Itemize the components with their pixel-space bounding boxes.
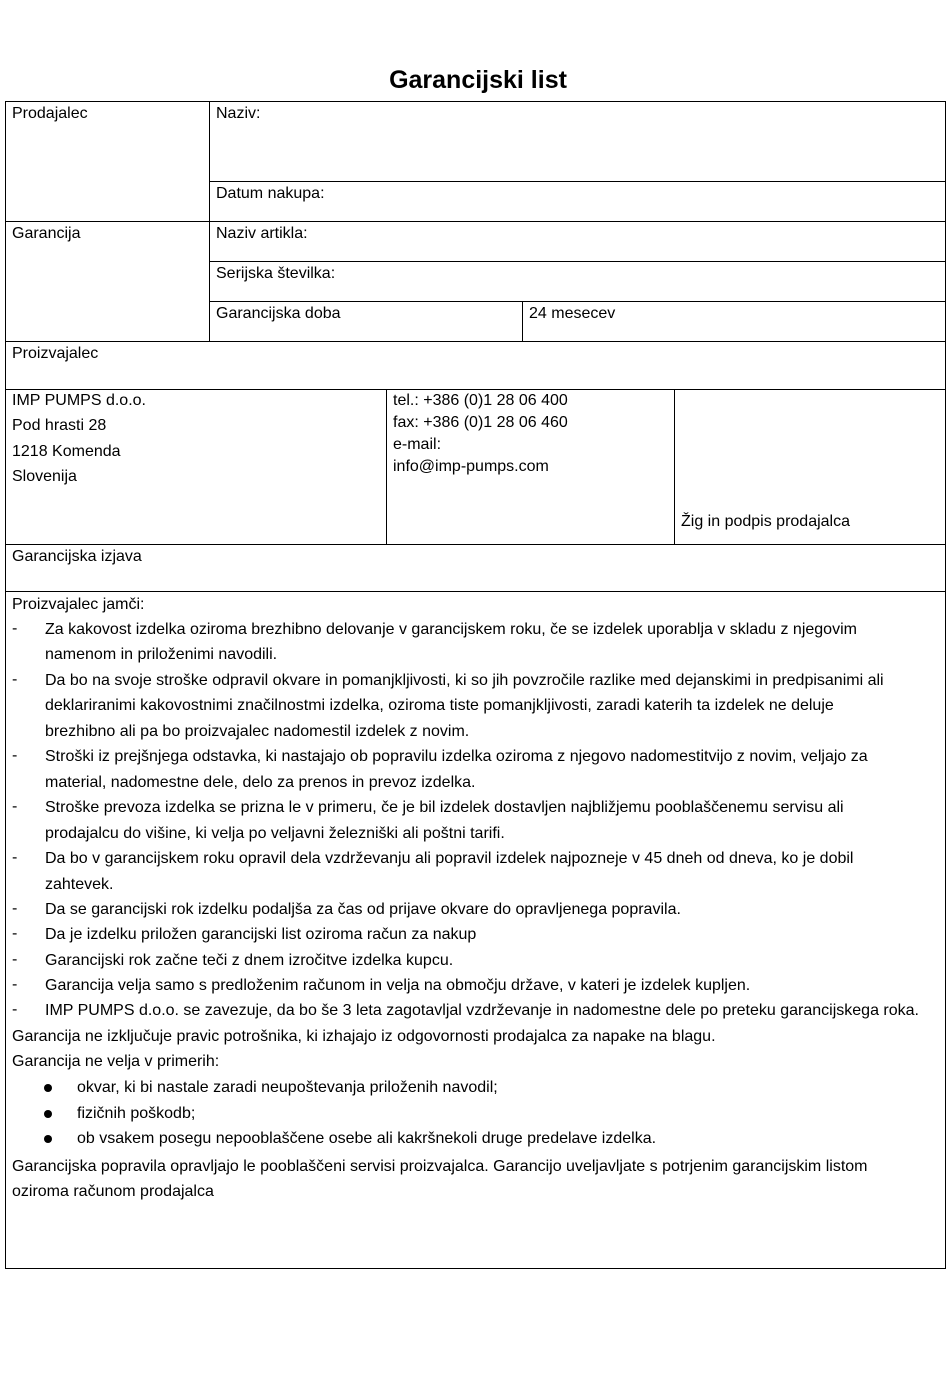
- address-line: 1218 Komenda: [12, 443, 121, 460]
- list-item-line: Garancija velja samo s predloženim računom in velja na območju države, v kateri je izdelek kupljen.: [45, 977, 751, 994]
- contact-phone: tel.: +386 (0)1 28 06 400: [393, 392, 568, 409]
- dash-bullet: -: [12, 951, 18, 968]
- warranty-article-divider: [209, 261, 946, 262]
- dash-bullet: -: [12, 671, 18, 688]
- bullet-dot: [44, 1110, 52, 1118]
- warranty-manufacturer-divider: [5, 341, 946, 342]
- contact-email: info@imp-pumps.com: [393, 458, 549, 475]
- stamp-signature-label: Žig in podpis prodajalca: [681, 513, 850, 530]
- list-item-line: zahtevek.: [45, 876, 114, 893]
- page-title: Garancijski list: [389, 66, 567, 94]
- list-item-line: prodajalcu do višine, ki velja po veljavni železniški ali poštni tarifi.: [45, 825, 505, 842]
- dash-bullet: -: [12, 798, 18, 815]
- manufacturer-header-divider: [5, 389, 946, 390]
- list-item-line: Da se garancijski rok izdelku podaljša za čas od prijave okvare do opravljenega popravila.: [45, 901, 681, 918]
- warranty-period-value: 24 mesecev: [529, 305, 616, 322]
- seller-date-divider: [209, 181, 946, 182]
- list-item-line: namenom in priloženimi navodili.: [45, 646, 278, 663]
- list-item-line: Garancijski rok začne teči z dnem izročitve izdelka kupcu.: [45, 952, 454, 969]
- list-item-line: material, nadomestne dele, delo za prenos in prevoz izdelka.: [45, 774, 476, 791]
- manufacturer-col-divider-2: [674, 389, 675, 544]
- seller-label: Prodajalec: [12, 105, 88, 122]
- warranty-serial-divider: [209, 301, 946, 302]
- list-item-line: Stroške prevoza izdelka se prizna le v primeru, če je bil izdelek dostavljen najbližjemu pooblaščenemu servisu ali: [45, 799, 844, 816]
- manufacturer-col-divider-1: [386, 389, 387, 544]
- bullet-dot: [44, 1084, 52, 1092]
- consumer-rights-text: Garancija ne izključuje pravic potrošnika, ki izhajajo iz odgovornosti prodajalca za napake na blagu.: [12, 1028, 716, 1045]
- dash-bullet: -: [12, 925, 18, 942]
- seller-name-field[interactable]: Naziv:: [216, 105, 261, 122]
- list-item-line: Za kakovost izdelka oziroma brezhibno delovanje v garancijskem roku, če se izdelek uporablja v skladu z njegovim: [45, 621, 857, 638]
- closing-text-line: Garancijska popravila opravljajo le pooblaščeni servisi proizvajalca. Garancijo uveljavljate s potrjenim garancijskim listom: [12, 1158, 868, 1175]
- statement-label: Garancijska izjava: [12, 548, 142, 565]
- list-item-line: deklariranimi kakovostnimi značilnostmi izdelka, oziroma tiste pomanjkljivosti, zaradi katerih ta izdelek ne deluje: [45, 697, 834, 714]
- statement-header-divider: [5, 591, 946, 592]
- warranty-period-label: Garancijska doba: [216, 305, 341, 322]
- dash-bullet: -: [12, 900, 18, 917]
- contact-fax: fax: +386 (0)1 28 06 460: [393, 414, 568, 431]
- dash-bullet: -: [12, 620, 18, 637]
- closing-text-line: oziroma računom prodajalca: [12, 1183, 214, 1200]
- address-line: IMP PUMPS d.o.o.: [12, 392, 146, 409]
- dash-bullet: -: [12, 976, 18, 993]
- list-item-line: brezhibno ali pa bo proizvajalec nadomestil izdelek z novim.: [45, 723, 470, 740]
- statement-intro: Proizvajalec jamči:: [12, 596, 145, 613]
- list-item-line: Da je izdelku priložen garancijski list oziroma račun za nakup: [45, 926, 477, 943]
- warranty-period-divider: [522, 301, 523, 341]
- warranty-label: Garancija: [12, 225, 81, 242]
- list-item-line: IMP PUMPS d.o.o. se zavezuje, da bo še 3 leta zagotavljal vzdrževanje in nadomestne dele po preteku garancijskega roka.: [45, 1002, 919, 1019]
- manufacturer-statement-divider: [5, 544, 946, 545]
- list-item-line: Stroški iz prejšnjega odstavka, ki nastajajo ob popravilu izdelka oziroma z njegovo nadomestitvijo z novim, veljajo za: [45, 748, 868, 765]
- dash-bullet: -: [12, 849, 18, 866]
- contact-email-label: e-mail:: [393, 436, 442, 453]
- serial-number-field[interactable]: Serijska številka:: [216, 265, 336, 282]
- address-line: Slovenija: [12, 468, 77, 485]
- bullet-dot: [44, 1135, 52, 1143]
- dash-bullet: -: [12, 1001, 18, 1018]
- list-item-line: Da bo na svoje stroške odpravil okvare in pomanjkljivosti, ki so jih povzročile razlike med dejanskimi in predpisanimi ali: [45, 672, 884, 689]
- list-item-text: fizičnih poškodb;: [77, 1105, 196, 1122]
- purchase-date-field[interactable]: Datum nakupa:: [216, 185, 325, 202]
- list-item-line: Da bo v garancijskem roku opravil dela vzdrževanju ali popravil izdelek najpozneje v 45 dneh od dneva, ko je dobil: [45, 850, 854, 867]
- seller-warranty-divider: [5, 221, 946, 222]
- exclusions-intro: Garancija ne velja v primerih:: [12, 1053, 220, 1070]
- article-name-field[interactable]: Naziv artikla:: [216, 225, 308, 242]
- list-item-text: okvar, ki bi nastale zaradi neupoštevanja priloženih navodil;: [77, 1079, 498, 1096]
- dash-bullet: -: [12, 747, 18, 764]
- manufacturer-label: Proizvajalec: [12, 345, 99, 362]
- address-line: Pod hrasti 28: [12, 417, 107, 434]
- list-item-text: ob vsakem posegu nepooblaščene osebe ali kakršnekoli druge predelave izdelka.: [77, 1130, 657, 1147]
